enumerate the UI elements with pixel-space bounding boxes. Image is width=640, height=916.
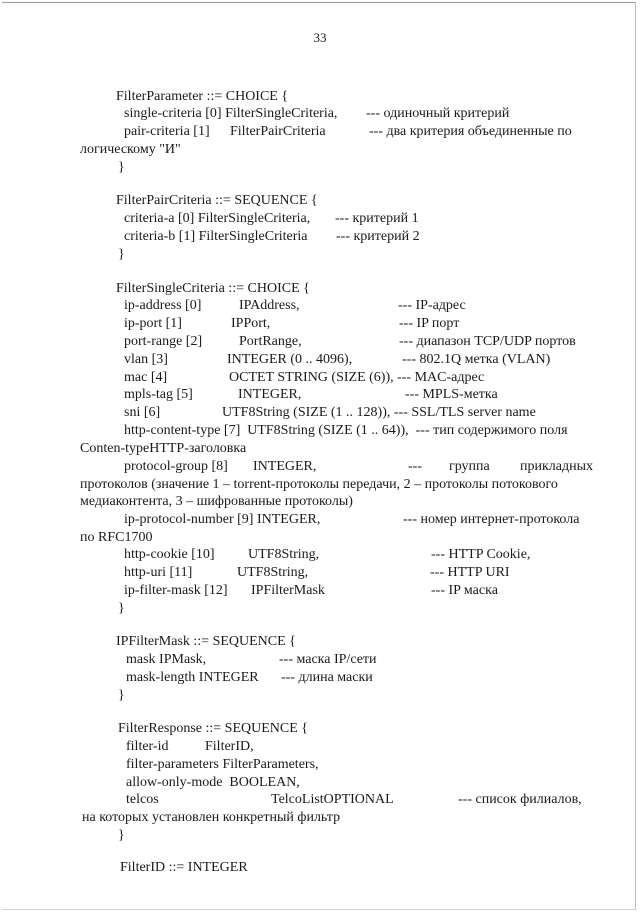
code-comment: --- IP маска: [431, 583, 498, 598]
code-comment: --- длина маски: [281, 670, 373, 685]
code-line: allow-only-mode BOOLEAN,: [126, 775, 300, 790]
code-line: }: [118, 828, 125, 843]
code-line: FilterPairCriteria: [230, 124, 326, 139]
code-line: FilterPairCriteria ::= SEQUENCE {: [116, 193, 318, 208]
code-line: ip-address [0]: [124, 298, 202, 313]
code-line: protocol-group [8]: [124, 459, 228, 474]
code-line: IPFilterMask ::= SEQUENCE {: [116, 634, 296, 649]
code-line: IPFilterMask: [251, 583, 325, 598]
code-line: port-range [2]: [124, 334, 203, 349]
code-comment: --- номер интернет-протокола: [403, 512, 580, 527]
code-line: PortRange,: [239, 334, 302, 349]
code-line: ip-protocol-number [9] INTEGER,: [124, 512, 321, 527]
code-comment: --- MPLS-метка: [405, 387, 498, 402]
code-comment: группа: [449, 459, 490, 474]
code-line: filter-parameters FilterParameters,: [126, 757, 319, 772]
code-line: INTEGER,: [253, 459, 317, 474]
code-line: }: [118, 247, 125, 262]
code-line: telcos: [126, 792, 159, 807]
code-line: FilterID,: [205, 739, 254, 754]
code-line: FilterParameter ::= CHOICE {: [116, 89, 289, 104]
code-comment: --- HTTP Cookie,: [431, 547, 531, 562]
code-line: INTEGER (0 .. 4096),: [227, 352, 353, 367]
code-line: criteria-a [0] FilterSingleCriteria,: [124, 211, 311, 226]
code-line: mask-length INTEGER: [126, 670, 259, 685]
code-comment: --- 802.1Q метка (VLAN): [402, 352, 551, 367]
code-line: TelcoListOPTIONAL: [271, 792, 394, 807]
code-comment: медиаконтента, 3 – шифрованные протоколы): [80, 494, 353, 509]
code-line: IPPort,: [231, 316, 271, 331]
code-comment: --- HTTP URI: [430, 565, 510, 580]
code-line: UTF8String,: [248, 547, 320, 562]
code-line: FilterID ::= INTEGER: [120, 860, 248, 875]
code-comment: логическому "И": [80, 142, 181, 157]
code-line: mac [4]: [124, 370, 168, 385]
code-comment: протоколов (значение 1 – torrent-протоколы передачи, 2 – протоколы потокового: [80, 477, 558, 492]
code-line: vlan [3]: [124, 352, 168, 367]
code-line: sni [6]: [124, 405, 161, 420]
code-line: }: [118, 160, 125, 175]
code-line: }: [118, 601, 125, 616]
code-comment: --- IP-адрес: [398, 298, 466, 313]
code-comment: ---: [408, 459, 422, 474]
code-line: pair-criteria [1]: [124, 124, 210, 139]
code-line: UTF8String (SIZE (1 .. 128)), --- SSL/TLS server name: [222, 405, 536, 420]
code-comment: --- критерий 1: [335, 211, 419, 226]
code-line: filter-id: [126, 739, 169, 754]
code-line: criteria-b [1] FilterSingleCriteria: [124, 229, 308, 244]
code-comment: --- маска IP/сети: [279, 652, 377, 667]
code-line: http-cookie [10]: [124, 547, 215, 562]
code-line: FilterResponse ::= SEQUENCE {: [118, 721, 308, 736]
code-comment: на которых установлен конкретный фильтр: [82, 810, 341, 825]
code-comment: --- IP порт: [399, 316, 460, 331]
code-line: ip-filter-mask [12]: [124, 583, 228, 598]
code-line: mask IPMask,: [126, 652, 207, 667]
code-line: http-uri [11]: [124, 565, 193, 580]
code-comment: --- диапазон TCP/UDP портов: [399, 334, 576, 349]
page-number: 33: [313, 30, 327, 45]
code-line: INTEGER,: [238, 387, 302, 402]
code-comment: --- два критерия объединенные по: [369, 124, 572, 139]
code-line: FilterSingleCriteria ::= CHOICE {: [116, 281, 310, 296]
code-comment: --- одиночный критерий: [366, 106, 510, 121]
code-comment: прикладных: [520, 459, 594, 474]
code-line: IPAddress,: [239, 298, 300, 313]
code-line: ip-port [1]: [124, 316, 182, 331]
code-line: UTF8String,: [237, 565, 309, 580]
code-line: http-content-type [7] UTF8String (SIZE (1 .. 64)), --- тип содержимого поля: [124, 423, 568, 438]
code-line: OCTET STRING (SIZE (6)), --- MAC-адрес: [229, 370, 485, 385]
code-comment: по RFC1700: [80, 530, 153, 545]
code-comment: --- список филиалов,: [458, 792, 582, 807]
code-line: mpls-tag [5]: [124, 387, 193, 402]
code-comment: Conten-typeHTTP-заголовка: [80, 441, 247, 456]
code-line: single-criteria [0] FilterSingleCriteria,: [124, 106, 338, 121]
code-line: }: [118, 688, 125, 703]
code-comment: --- критерий 2: [336, 229, 420, 244]
